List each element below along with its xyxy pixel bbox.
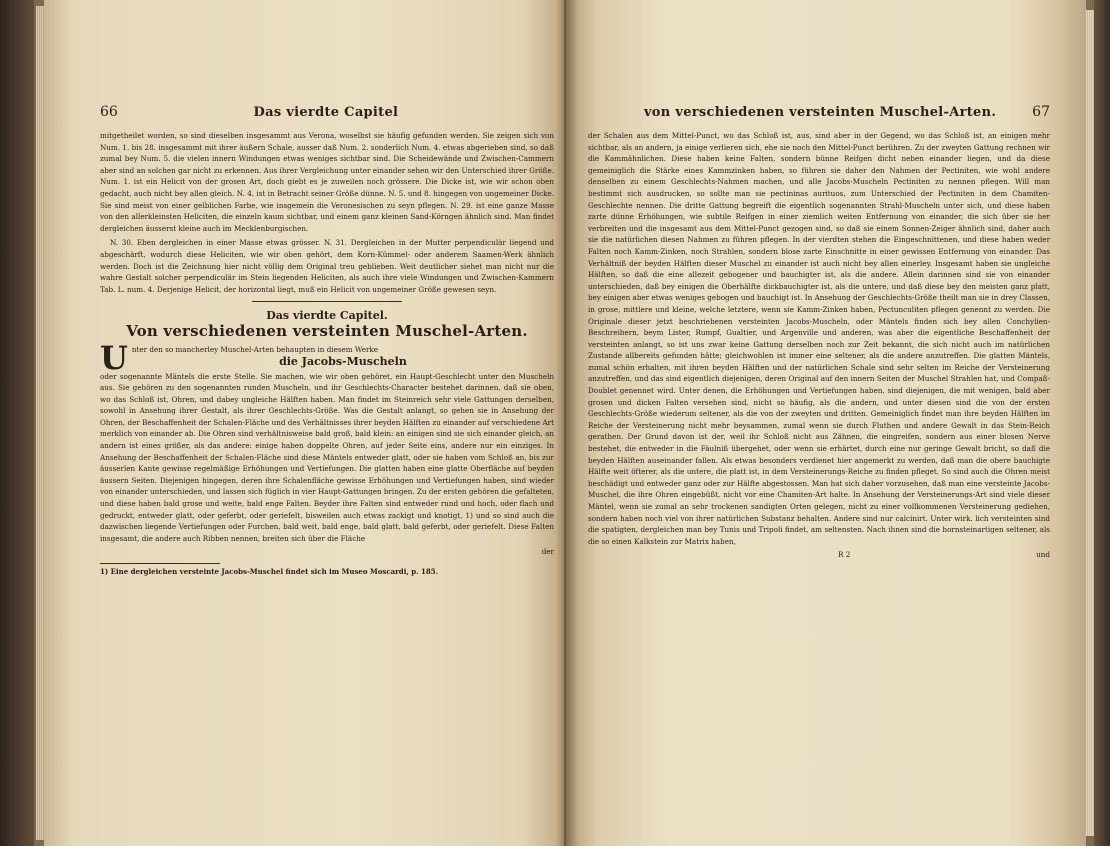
drop-cap: U — [100, 338, 128, 377]
right-page-body — [588, 130, 1050, 560]
chapter-label: Das vierdte Capitel. — [266, 309, 388, 323]
left-running-head: Das vierdte Capitel — [253, 105, 399, 120]
right-page-number: 67 — [1032, 104, 1050, 120]
subheading: die Jacobs-Muscheln — [279, 355, 407, 369]
left-page-number: 66 — [100, 104, 118, 120]
table-surface-right — [1092, 0, 1110, 846]
right-running-head: von verschiedenen versteinten Muschel-Arten. — [643, 105, 997, 120]
left-catchword: der — [541, 547, 554, 557]
chapter-opening — [100, 338, 554, 377]
footnote-divider — [100, 563, 220, 564]
right-page — [566, 0, 1086, 846]
right-paragraph-1: der Schalen aus dem Mittel-Punct, wo das Schloß ist, aus, sind aber in der Gegend, wo das Schloß ist, an einigen mehr sichtbar, als an andern, ja einige verlieren sich, ehe sie noch den Mittel-Punct berühren. Zu der zweyten Gattung rechnen wir die Kammähnlichen. Diese haben keine Falten, sondern bünne Reifgen dicht neben einander liegen, und da diese gemeiniglich die Stärke eines Kammzinken haben, so führen sie daher den Nahmen der Pectiniten, wie wohl andere denselben zu einem Geschlechts-Nahmen machen, und alle Jacobs-Muscheln Pectiniten zu nennen pflegen. Will man bestimmt sich ausdrucken, so sollte man sie pectininas aurituos, zum Unterschied der Pectiniten in dem Chamiten-Geschlechte nennen. Die dritte Gattung begreift die eigentlich sogenannten Strahl-Muscheln unter sich, und diese haben zarte dünne Erhöhungen, wie subtile Reifgen in einer ziemlich weiten Entfernung von einander, die sich über sie her verbreiten und die insgesamt aus dem Mittel-Punct gezogen sind, so daß sie einem Sonnen-Zeiger ähnlich sind, daher auch sie die natürlichen diesen Nahmen zu führen pflegen. In der vierdten stehen die Eingeschnittenen, und diese haben weder Falten noch Kamm-Zinken, noch Strahlen, sondern blose zarte Einschnitte in einer gewissen Entfernung von einander. Das Verhältniß der beyden Hälften dieser Muschel zu einander ist auch nicht bey allen einerley. Insgesamt haben sie ungleiche Hälften, so daß die eine allezeit gebogener und bauchigter ist, als die andere. Allein darinnen sind sie von einander unterschieden, daß bey einigen die Oberhälfte dickbauchigter ist, als die untere, und daß diese bey den meisten ganz platt, bey einigen aber etwas weniges gebogen und bauchigt ist. In Ansehung der Geschlechts-Größe theilt man sie in drey Classen, in grose, mittlere und kleine, welche letztere, wenn sie Kamm-Zinken haben, Pectunculiten pflegen genennt zu werden. Die Originale dieser jetzt beschriebenen versteinten Jacobs-Muscheln, oder Mäntels finden sich bey allen Conchylien-Beschreibern, beym Lister, Rumpf, Gualtier, und Argenville und anderen, was aber die eigentliche Beschaffenheit der versteinten anlangt, so ist uns zwar keine Gattung derselben noch zur Zeit bekannt, die sich nicht auch im natürlichen Zustande allbereits gefunden hätte; gleichwohlen ist immer eine seltener, als die andere anzutreffen. Die glatten Mäntels, zumal schön erhalten, mit ihren beyden Hälften und der natürlichen Schale sind sehr selten im Reiche der Versteinerung anzutreffen, und das sind eigentlich diejenigen, deren Original auf den innern Seiten der Muschel Strahlen hat, und Compaß-Doublet genennet wird. Unter denen, die Erhöhungen und Vertiefungen haben, sind diejenigen, die mit wenigen, bald aber grosen und dicken Falten versehen sind, nicht so häufig, als die andern, und unter diesen sind die von der ersten Geschlechts-Größe wiederum seltener, als die von der zweyten und dritten. Gemeiniglich findet man ihre beyden Hälften im Reiche der Versteinerung nicht mehr beysammen, zumal wenn sie durch Fluthen und andere Gewalt in das Stein-Reich gerathen. Der Grund davon ist der, weil ihr Schloß nicht aus Zähnen, die eingreifen, sondern aus einer blosen Nerve bestehet, die entweder in die Fäulniß übergehet, oder wenn sie erhärtet, durch eine nur geringe Gewalt bricht, so daß die beyden Hälften auseinander fallen. Als etwas besonders verdienet hier angemerkt zu werden, daß man die obere bauchigte Hälfte weit öfterer, als die untere, die platt ist, in dem Versteinerungs-Reiche zu finden pfleget. So sind auch die Ohren meist beschädigt und entweder ganz oder zur Hälfte abgestossen. Man hat sich daher vorzusehen, daß man eine versteinte Jacobs-Muschel, die ihre Ohren eingebüßt, nicht vor eine Chamiten-Art halte. In Ansehung der Versteinerungs-Art sind viele dieser Mäntel, wenn sie zumal an sehr trockenen sandigten Orten gelegen, nicht zu einer vollkommenen Versteinerung gediehen, sondern haben noch viel von ihrer natürlichen Substanz behalten. Andere sind nur calcinirt. Unter wirk. lich versteinten sind die spatigten, dergleichen man bey Tunis und Tripoli findet, am seltensten. Nach ihnen sind die hornsteinartigen seltener, als die so einen Kalkstein zur Matrix haben, — [588, 131, 1050, 546]
book-gutter — [556, 0, 578, 846]
left-page-header — [100, 104, 554, 122]
left-paragraph-2: N. 30. Eben dergleichen in einer Masse etwas grösser. N. 31. Dergleichen in der Mutter perpendiculär liegend und abgeschärft, wodurch diese Heliciten, wie wir oben gehört, dem Korn-Kümmel- oder anderem Saamen-Werk ähnlich werden. Doch ist die Zeichnung hier nicht völlig dem Original treu geblieben. Weit deutlicher siehet man nicht nur die wahre Gestalt solcher perpendiculär im Stein liegenden Heliciten, als auch ihre viele Windungen und Zwischen-Kammern Tab. L. num. 4. Derjenige Helicit, der horizontal liegt, muß ein Helicit von ungemeiner Größe gewesen seyn. — [100, 238, 554, 294]
left-page-body — [100, 130, 554, 577]
page-footer — [588, 550, 1050, 560]
right-catchword: und — [1036, 550, 1050, 560]
right-page-header — [588, 104, 1050, 122]
left-paragraph-1: mitgetheilet worden, so sind dieselben insgesammt aus Verona, woselbst sie häufig gefunden werden. Sie zeigen sich von Num. 1. bis 28. insgesammt mit ihrer äußern Schale, ausser daß Num. 2. sonderlich Num. 4. etwas abgerieben sind, so daß zumal bey Num. 5. die vielen innern Windungen etwas weniges sichtbar sind. Die Scheidewände und Zwischen-Cammern aber sind an solchen gar nicht zu erkennen. Aus ihrer Vergleichung unter einander sehen wir den Unterschied ihrer Größe. Num. 1. ist ein Helicit von der grosen Art, doch giebt es je zuweilen noch grössere. Die Dicke ist, wie wir schon oben gedacht, auch nicht bey allen gleich. N. 4. ist in Betracht seiner Größe dünne. N. 5. und 8. hingegen von ungemeiner Dicke. Sie sind meist von einer gelblichen Farbe, wie insgemein die Veronesischen zu seyn pflegen. N. 29. ist eine ganze Masse von den allerkleinsten Heliciten, die einzeln kaum sichtbar, und einem ganz kleinen Sand-Körngen ähnlich sind. Man findet dergleichen äusserst kleine auch im Mecklenburgischen. — [100, 131, 554, 233]
chapter-title: Von verschiedenen versteinten Muschel-Arten. — [126, 321, 528, 340]
left-paragraph-3: oder sogenannte Mäntels die erste Stelle. Sie machen, wie wir oben gehöret, ein Haupt-Geschlecht unter den Muscheln aus. Sie gehören zu den sogenannten runden Muscheln, und ihr Geschlechts-Character bestehet darinnen, daß sie oben, wo das Schloß ist, Ohren, und dabey ungleiche Hälften haben. Man findet im Steinreich sehr viele Gattungen derselben, sowohl in Ansehung ihrer Gestalt, als ihrer Geschlechts-Größe. Was die Gestalt anlangt, so gehen sie in Ansehung der Ohren, der Beschaffenheit der Schalen-Fläche und des Verhältnisses ihrer beyden Hälften zu einander auf verschiedene Art merklich von einander ab. Die Ohren sind verhältnisweise bald groß, bald klein: an einigen sind sie sich einander gleich, an andern ist eines größer, als das andere: einige haben doppelte Ohren, auf jeder Seite eins, andere nur ein einziges. In Ansehung der Beschaffenheit der Schalen-Fläche sind diese Mäntels entweder glatt, oder sie haben vom Schloß an, bis zur äusserlen Kante gewisse regelmäßige Erhöhungen und Vertiefungen. Die glatten haben eine glatte Oberfläche auf beyden äussern Seiten. Diejenigen hingegen, deren ihre Schalenfläche gewisse Erhöhungen und Vertiefungen haben, sind wieder von einander unterschieden, und lassen sich füglich in vier Haupt-Gattungen bringen. Zu der ersten gehören die gefalteten, und diese haben bald grose und weite, bald enge Falten. Beyder ihre Falten sind entweder rund und hoch, oder flach und gedruckt, entweder glatt, oder geferbt, oder geriefelt, bisweilen auch etwas zackigt und knotigt, 1) und so sind auch die dazwischen liegende Vertiefungen oder Furchen, bald weit, bald enge, bald glatt, bald geferbt, oder geriefelt. Diese Falten insgesamt, die andere auch Ribben nennen, breiten sich über die Fläche — [100, 371, 554, 543]
footnote: 1) Eine dergleichen versteinte Jacobs-Muschel findet sich im Museo Moscardi, p. 185. — [100, 567, 439, 577]
left-page — [44, 0, 564, 846]
intro-line: nter den so mancherley Muschel-Arten behaupten in diesem Werke — [131, 344, 378, 354]
section-divider — [252, 301, 402, 302]
signature-mark: R 2 — [838, 550, 851, 560]
